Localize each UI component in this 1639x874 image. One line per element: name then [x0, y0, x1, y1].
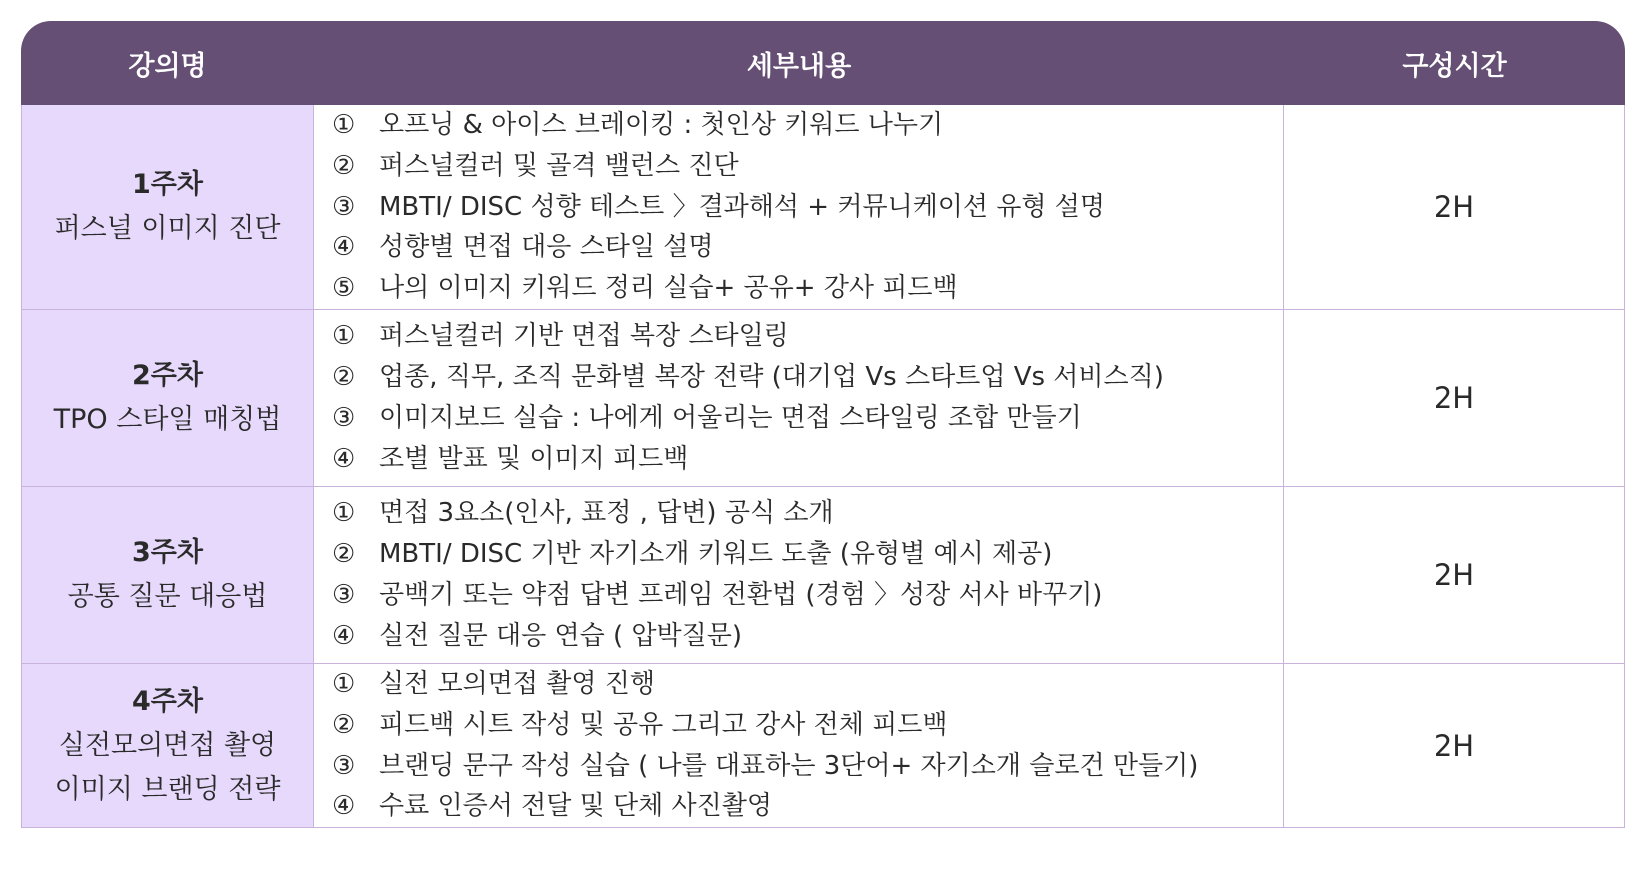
table-body [21, 105, 1625, 828]
table-row [21, 664, 1625, 828]
table-row [21, 487, 1625, 664]
detail-item [332, 616, 1283, 657]
details-cell [314, 664, 1284, 828]
detail-item [332, 493, 1283, 534]
item-text: 성향별 면접 대응 스타일 설명 [379, 232, 714, 263]
item-number: ④ [332, 232, 356, 263]
duration-cell: 2H [1284, 105, 1625, 310]
lecture-title: 퍼스널 이미지 진단 [54, 212, 281, 244]
item-number: ① [332, 498, 356, 529]
lecture-title: 이미지 브랜딩 전략 [54, 773, 281, 805]
details-cell [314, 487, 1284, 664]
item-number: ② [332, 539, 356, 570]
detail-item [332, 187, 1283, 228]
item-text: 오프닝 & 아이스 브레이킹 : 첫인상 키워드 나누기 [379, 110, 944, 140]
header-duration: 구성시간 [1284, 21, 1625, 105]
lecture-title: 실전모의면접 촬영 [58, 729, 277, 761]
item-text: 실전 질문 대응 연습 ( 압박질문) [379, 620, 743, 651]
week-label: 2주차 [132, 359, 203, 391]
curriculum-table-container [21, 21, 1625, 863]
item-number: ① [332, 321, 356, 352]
detail-item [332, 534, 1283, 575]
item-text: 수료 인증서 전달 및 단체 사진촬영 [379, 791, 772, 822]
detail-item [332, 105, 1283, 146]
item-number: ③ [332, 579, 356, 610]
duration-cell: 2H [1284, 664, 1625, 828]
item-number: ② [332, 709, 356, 740]
lecture-name-cell [21, 487, 314, 664]
item-text: 업종, 직무, 조직 문화별 복장 전략 (대기업 Vs 스타트업 Vs 서비스직) [379, 362, 1164, 393]
header-lecture-name: 강의명 [21, 21, 314, 105]
week-label: 3주차 [132, 536, 203, 568]
week-label: 4주차 [132, 685, 203, 717]
header-details: 세부내용 [314, 21, 1284, 105]
item-number: ④ [332, 791, 356, 822]
week-label: 1주차 [132, 168, 203, 200]
item-text: 피드백 시트 작성 및 공유 그리고 강사 전체 피드백 [379, 709, 948, 740]
details-cell [314, 310, 1284, 487]
item-text: MBTI/ DISC 성향 테스트 〉결과해석 + 커뮤니케이션 유형 설명 [379, 191, 1106, 222]
item-text: 퍼스널컬러 기반 면접 복장 스타일링 [379, 321, 789, 352]
item-text: 나의 이미지 키워드 정리 실습+ 공유+ 강사 피드백 [379, 273, 958, 304]
item-text: 실전 모의면접 촬영 진행 [379, 668, 655, 699]
curriculum-table [21, 21, 1625, 828]
detail-item [332, 705, 1283, 746]
item-number: ⑤ [332, 273, 356, 304]
table-row [21, 105, 1625, 310]
item-number: ④ [332, 620, 356, 651]
detail-item [332, 268, 1283, 309]
lecture-name-cell [21, 664, 314, 828]
table-row [21, 310, 1625, 487]
detail-item [332, 746, 1283, 787]
item-text: 공백기 또는 약점 답변 프레임 전환법 (경험 〉성장 서사 바꾸기) [379, 579, 1103, 610]
lecture-title: TPO 스타일 매칭법 [53, 403, 282, 435]
lecture-title: 공통 질문 대응법 [67, 580, 268, 612]
item-number: ③ [332, 402, 356, 433]
lecture-name-cell [21, 310, 314, 487]
detail-item [332, 575, 1283, 616]
duration-cell: 2H [1284, 487, 1625, 664]
table-header-row [21, 21, 1625, 105]
item-number: ① [332, 110, 356, 140]
detail-item [332, 227, 1283, 268]
detail-item [332, 398, 1283, 439]
item-text: MBTI/ DISC 기반 자기소개 키워드 도출 (유형별 예시 제공) [379, 539, 1053, 570]
item-number: ② [332, 150, 356, 181]
details-cell [314, 105, 1284, 310]
detail-item [332, 316, 1283, 357]
item-number: ② [332, 362, 356, 393]
detail-item [332, 786, 1283, 827]
item-number: ③ [332, 750, 356, 781]
item-number: ④ [332, 443, 356, 474]
item-text: 이미지보드 실습 : 나에게 어울리는 면접 스타일링 조합 만들기 [379, 402, 1082, 433]
item-text: 퍼스널컬러 및 골격 밸런스 진단 [379, 150, 739, 181]
detail-item [332, 146, 1283, 187]
duration-cell: 2H [1284, 310, 1625, 487]
detail-item [332, 357, 1283, 398]
item-text: 브랜딩 문구 작성 실습 ( 나를 대표하는 3단어+ 자기소개 슬로건 만들기) [379, 750, 1199, 781]
lecture-name-cell [21, 105, 314, 310]
item-number: ③ [332, 191, 356, 222]
detail-item [332, 664, 1283, 705]
item-number: ① [332, 668, 356, 699]
detail-item [332, 439, 1283, 480]
item-text: 조별 발표 및 이미지 피드백 [379, 443, 689, 474]
item-text: 면접 3요소(인사, 표정 , 답변) 공식 소개 [379, 498, 834, 529]
